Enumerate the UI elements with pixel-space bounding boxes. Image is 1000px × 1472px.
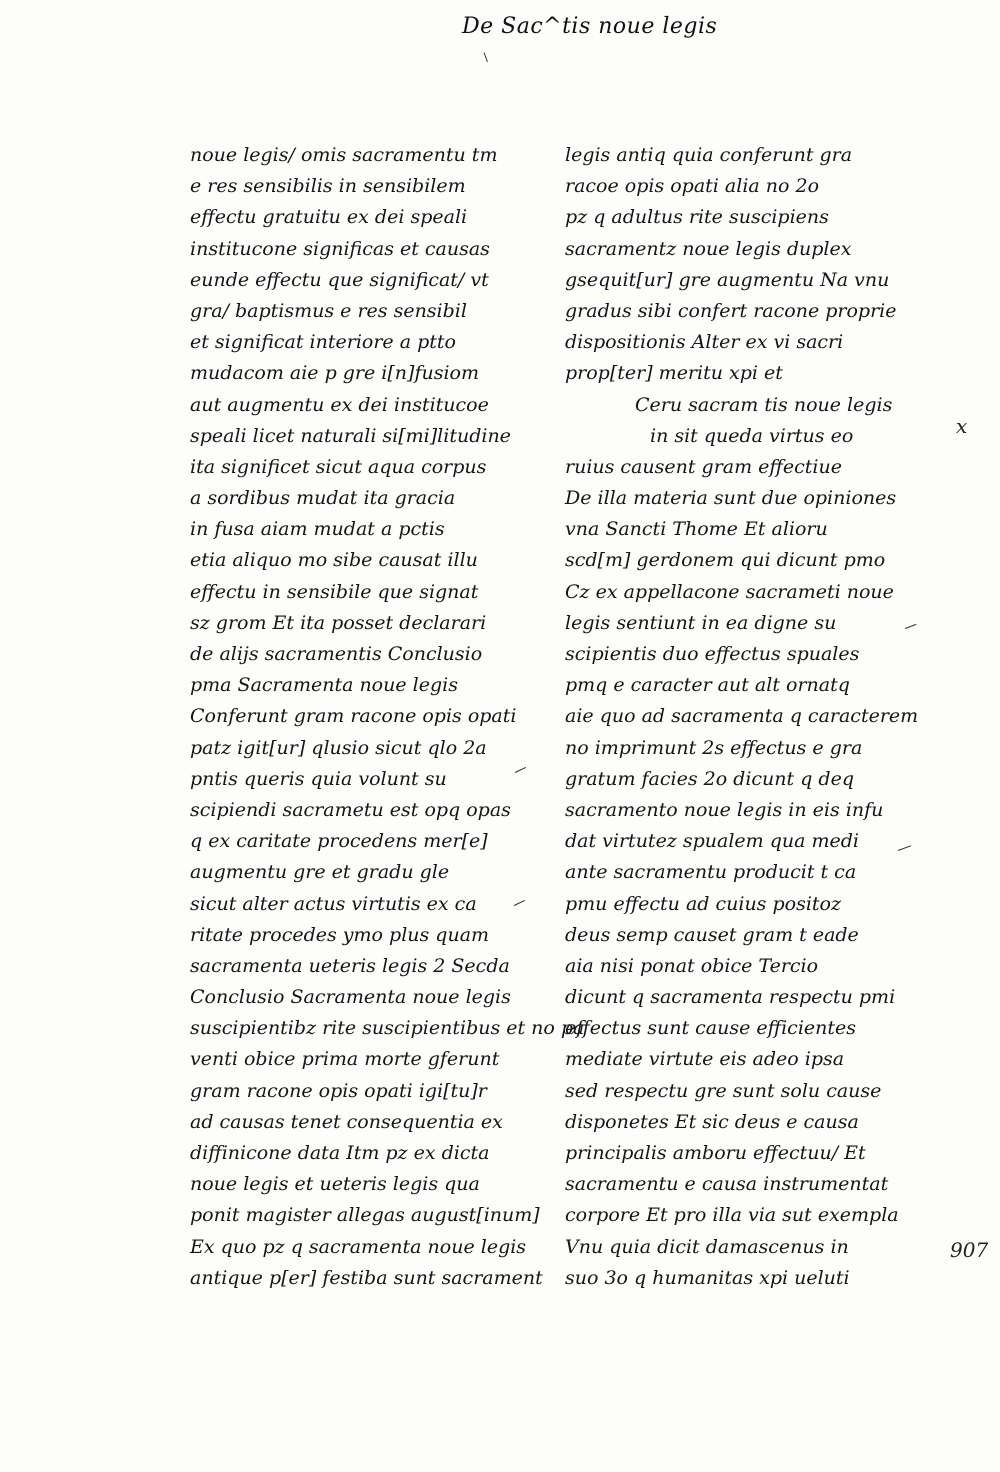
manuscript-line: dispositionis Alter ex vi sacri: [565, 331, 844, 354]
manuscript-line: Conferunt gram racone opis opati: [190, 705, 517, 728]
manuscript-line: patz igit[ur] qlusio sicut qlo 2a: [190, 736, 487, 759]
manuscript-line: suo 3o q humanitas xpi ueluti: [565, 1266, 850, 1289]
manuscript-line: gram racone opis opati igi[tu]r: [190, 1079, 487, 1102]
manuscript-line: aut augmentu ex dei institucoe: [190, 393, 489, 416]
manuscript-line: aie quo ad sacramenta q caracterem: [565, 705, 919, 728]
left-text-column: [190, 140, 585, 1294]
manuscript-line: suscipientibz rite suscipientibus et no pa: [190, 1017, 585, 1040]
manuscript-line: Ceru sacram tis noue legis: [635, 393, 893, 416]
manuscript-line: sacramento noue legis in eis infu: [565, 798, 884, 821]
manuscript-line: legis antiq quia conferunt gra: [565, 144, 853, 166]
manuscript-line: speali licet naturali si[mi]litudine: [190, 424, 511, 447]
manuscript-line: a sordibus mudat ita gracia: [190, 487, 456, 510]
margin-note-bottom-right: 907: [950, 1238, 989, 1262]
manuscript-line: gradus sibi confert racone proprie: [565, 299, 897, 322]
manuscript-line: pntis queris quia volunt su: [190, 767, 447, 790]
manuscript-line: mudacom aie p gre i[n]fusiom: [190, 362, 479, 385]
manuscript-line: scipiendi sacrametu est opq opas: [190, 798, 511, 821]
manuscript-line: effectu in sensibile que signat: [190, 580, 479, 603]
manuscript-line: sz grom Et ita posset declarari: [190, 611, 487, 634]
manuscript-line: ponit magister allegas august[inum]: [190, 1204, 540, 1227]
manuscript-line: ruius causent gram effectiue: [565, 455, 842, 478]
manuscript-line: ante sacramentu producit t ca: [565, 861, 857, 884]
manuscript-line: sacramenta ueteris legis 2 Secda: [190, 954, 510, 977]
manuscript-line: e res sensibilis in sensibilem: [190, 175, 466, 198]
manuscript-line: ad causas tenet consequentia ex: [190, 1110, 503, 1133]
manuscript-line: principalis amboru effectuu/ Et: [565, 1142, 866, 1164]
manuscript-line: institucone significas et causas: [190, 237, 490, 260]
manuscript-line: Vnu quia dicit damascenus in: [565, 1235, 849, 1258]
manuscript-line: disponetes Et sic deus e causa: [565, 1110, 859, 1133]
manuscript-line: antique p[er] festiba sunt sacrament: [190, 1266, 543, 1289]
margin-note-top-right: x: [956, 414, 968, 438]
manuscript-line: scipientis duo effectus spuales: [565, 643, 860, 665]
page-header: De Sac^tis noue legis: [462, 14, 718, 39]
manuscript-line: diffinicone data Itm pz ex dicta: [190, 1142, 490, 1164]
manuscript-line: dicunt q sacramenta respectu pmi: [565, 986, 896, 1009]
manuscript-line: ritate procedes ymo plus quam: [190, 923, 490, 946]
manuscript-line: sed respectu gre sunt solu cause: [565, 1079, 882, 1102]
manuscript-line: dat virtutez spualem qua medi: [565, 830, 859, 853]
manuscript-line: Conclusio Sacramenta noue legis: [190, 986, 511, 1009]
manuscript-line: effectus sunt cause efficientes: [565, 1017, 857, 1040]
manuscript-line: in sit queda virtus eo: [650, 424, 854, 447]
manuscript-line: Cz ex appellacone sacrameti noue: [565, 580, 894, 603]
manuscript-line: gsequit[ur] gre augmentu Na vnu: [565, 268, 890, 291]
right-text-column: [565, 140, 919, 1294]
manuscript-line: vna Sancti Thome Et alioru: [565, 518, 828, 541]
manuscript-line: gratum facies 2o dicunt q deq: [565, 767, 854, 790]
manuscript-line: etia aliquo mo sibe causat illu: [190, 549, 478, 572]
manuscript-line: mediate virtute eis adeo ipsa: [565, 1048, 845, 1071]
manuscript-line: eunde effectu que significat/ vt: [190, 268, 489, 291]
manuscript-line: Ex quo pz q sacramenta noue legis: [190, 1235, 527, 1258]
manuscript-line: et significat interiore a ptto: [190, 331, 456, 354]
manuscript-line: venti obice prima morte gferunt: [190, 1048, 500, 1071]
manuscript-line: prop[ter] meritu xpi et: [565, 362, 783, 385]
manuscript-line: pmu effectu ad cuius positoz: [565, 892, 841, 915]
manuscript-line: sacramentu e causa instrumentat: [565, 1173, 889, 1196]
manuscript-line: deus semp causet gram t eade: [565, 923, 859, 946]
manuscript-line: no imprimunt 2s effectus e gra: [565, 736, 863, 759]
manuscript-line: racoe opis opati alia no 2o: [565, 175, 820, 198]
manuscript-line: De illa materia sunt due opiniones: [565, 487, 897, 510]
manuscript-line: in fusa aiam mudat a pctis: [190, 518, 445, 541]
manuscript-line: pmq e caracter aut alt ornatq: [565, 674, 850, 697]
manuscript-line: pma Sacramenta noue legis: [190, 674, 458, 697]
manuscript-line: effectu gratuitu ex dei speali: [190, 206, 468, 229]
manuscript-line: sicut alter actus virtutis ex ca: [190, 892, 477, 915]
manuscript-line: legis sentiunt in ea digne su: [565, 611, 837, 634]
manuscript-line: corpore Et pro illa via sut exempla: [565, 1204, 899, 1227]
manuscript-line: q ex caritate procedens mer[e]: [190, 830, 488, 853]
manuscript-line: ita significet sicut aqua corpus: [190, 455, 487, 478]
manuscript-line: de alijs sacramentis Conclusio: [190, 643, 483, 665]
manuscript-line: pz q adultus rite suscipiens: [565, 206, 829, 229]
manuscript-line: aia nisi ponat obice Tercio: [565, 954, 819, 977]
margin-stroke: [484, 52, 488, 62]
manuscript-line: augmentu gre et gradu gle: [190, 861, 450, 884]
manuscript-line: noue legis/ omis sacramentu tm: [190, 144, 498, 166]
manuscript-line: scd[m] gerdonem qui dicunt pmo: [565, 549, 886, 572]
manuscript-line: sacramentz noue legis duplex: [565, 237, 852, 260]
manuscript-line: gra/ baptismus e res sensibil: [190, 299, 467, 322]
manuscript-line: noue legis et ueteris legis qua: [190, 1173, 480, 1196]
